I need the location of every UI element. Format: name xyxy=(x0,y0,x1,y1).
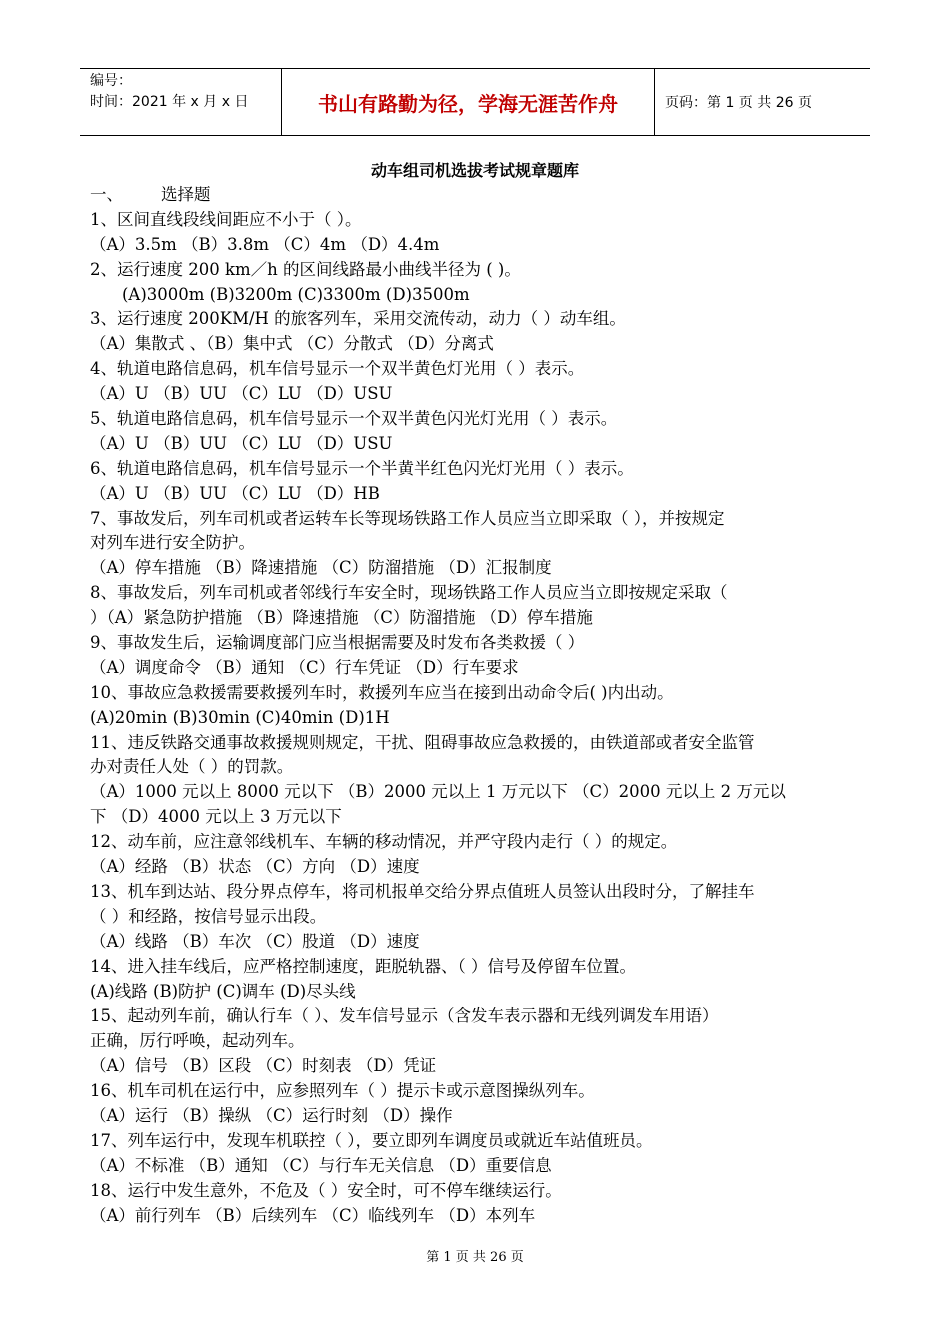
doc-number-label: 编号： xyxy=(90,73,132,89)
header-meta xyxy=(80,69,282,135)
text-line: 13、机车到达站、段分界点停车，将司机报单交给分界点值班人员签认出段时分，了解挂车 xyxy=(90,881,755,901)
text-line: ）（A）紧急防护措施 （B）降速措施 （C）防溜措施 （D）停车措施 xyxy=(90,608,593,628)
text-line: 9、事故发生后，运输调度部门应当根据需要及时发布各类救援（ ） xyxy=(90,633,585,653)
doc-date-label: 时间：2021 年 x 月 x 日 xyxy=(90,94,249,110)
text-line: （A）调度命令 （B）通知 （C）行车凭证 （D）行车要求 xyxy=(90,657,519,677)
text-line: 15、起动列车前，确认行车（ ）、发车信号显示（含发车表示器和无线列调发车用语） xyxy=(90,1006,719,1026)
text-line: （A）集散式 、（B）集中式 （C）分散式 （D）分离式 xyxy=(90,334,494,354)
text-line: (A)3000m (B)3200m (C)3300m (D)3500m xyxy=(122,284,470,304)
text-line: （A）U （B）UU （C）LU （D）HB xyxy=(90,483,380,503)
header-motto: 书山有路勤为径，学海无涯苦作舟 xyxy=(282,69,655,135)
page-footer: 第 1 页 共 26 页 xyxy=(426,1250,524,1265)
text-line: （A）前行列车 （B）后续列车 （C）临线列车 （D）本列车 xyxy=(90,1205,536,1225)
text-line: 11、违反铁路交通事故救援规则规定，干扰、阻碍事故应急救援的，由铁道部或者安全监管 xyxy=(90,732,755,752)
text-line: （A）U （B）UU （C）LU （D）USU xyxy=(90,433,393,453)
text-line: （A）信号 （B）区段 （C）时刻表 （D）凭证 xyxy=(90,1056,437,1076)
text-line: 12、动车前，应注意邻线机车、车辆的移动情况，并严守段内走行（ ）的规定。 xyxy=(90,832,678,852)
text-line: （A）1000 元以上 8000 元以下 （B）2000 元以上 1 万元以下 （C）2000 元以上 2 万元以 xyxy=(90,782,786,802)
text-line: 4、轨道电路信息码，机车信号显示一个双半黄色灯光用（ ）表示。 xyxy=(90,359,585,379)
text-line: （ ）和经路，按信号显示出段。 xyxy=(90,906,327,926)
text-line: (A)线路 (B)防护 (C)调车 (D)尽头线 xyxy=(90,981,356,1001)
text-line: 6、轨道电路信息码，机车信号显示一个半黄半红色闪光灯光用（ ）表示。 xyxy=(90,458,634,478)
text-line: 1、区间直线段线间距应不小于（ ）。 xyxy=(90,209,362,229)
text-line: （A）运行 （B）操纵 （C）运行时刻 （D）操作 xyxy=(90,1105,453,1125)
text-line: （A）经路 （B）状态 （C）方向 （D）速度 xyxy=(90,857,420,877)
text-line: （A）不标准 （B）通知 （C）与行车无关信息 （D）重要信息 xyxy=(90,1155,552,1175)
header-table xyxy=(80,68,870,136)
text-line: （A）线路 （B）车次 （C）股道 （D）速度 xyxy=(90,931,420,951)
text-line: 下 （D）4000 元以上 3 万元以下 xyxy=(90,807,342,827)
text-line: 5、轨道电路信息码，机车信号显示一个双半黄色闪光灯光用（ ）表示。 xyxy=(90,409,618,429)
text-line: （A）3.5m （B）3.8m （C）4m （D）4.4m xyxy=(90,234,440,254)
text-line: 8、事故发后，列车司机或者邻线行车安全时，现场铁路工作人员应当立即按规定采取（ xyxy=(90,583,728,603)
text-line: （A）停车措施 （B）降速措施 （C）防溜措施 （D）汇报制度 xyxy=(90,558,552,578)
text-line: 10、事故应急救援需要救援列车时，救援列车应当在接到出动命令后( )内出动。 xyxy=(90,682,674,702)
text-line: 16、机车司机在运行中，应参照列车（ ）提示卡或示意图操纵列车。 xyxy=(90,1081,595,1101)
text-line: 对列车进行安全防护。 xyxy=(90,533,255,553)
text-line: 14、进入挂车线后，应严格控制速度，距脱轨器、（ ）信号及停留车位置。 xyxy=(90,956,636,976)
text-line: 18、运行中发生意外，不危及（ ）安全时，可不停车继续运行。 xyxy=(90,1180,562,1200)
text-line: 2、运行速度 200 km／h 的区间线路最小曲线半径为 ( )。 xyxy=(90,259,521,279)
document-title: 动车组司机选拔考试规章题库 xyxy=(370,161,579,180)
text-line: 办对责任人处（ ）的罚款。 xyxy=(90,757,294,777)
text-line: 正确，厉行呼唤，起动列车。 xyxy=(90,1031,305,1051)
text-line: 17、列车运行中，发现车机联控（ ），要立即列车调度员或就近车站值班员。 xyxy=(90,1130,653,1150)
text-line: 3、运行速度 200KM/H 的旅客列车，采用交流传动，动力（ ）动车组。 xyxy=(90,309,626,329)
section-heading xyxy=(90,183,865,208)
section-title: 选择题 xyxy=(161,185,211,204)
header-page-label: 页码：第 1 页 共 26 页 xyxy=(665,95,812,111)
text-line: (A)20min (B)30min (C)40min (D)1H xyxy=(90,707,390,727)
text-line: 7、事故发后，列车司机或者运转车长等现场铁路工作人员应当立即采取（ ），并按规定 xyxy=(90,508,725,528)
question-body xyxy=(90,183,865,1228)
text-line: （A）U （B）UU （C）LU （D）USU xyxy=(90,384,393,404)
section-number: 一、 xyxy=(90,185,123,204)
